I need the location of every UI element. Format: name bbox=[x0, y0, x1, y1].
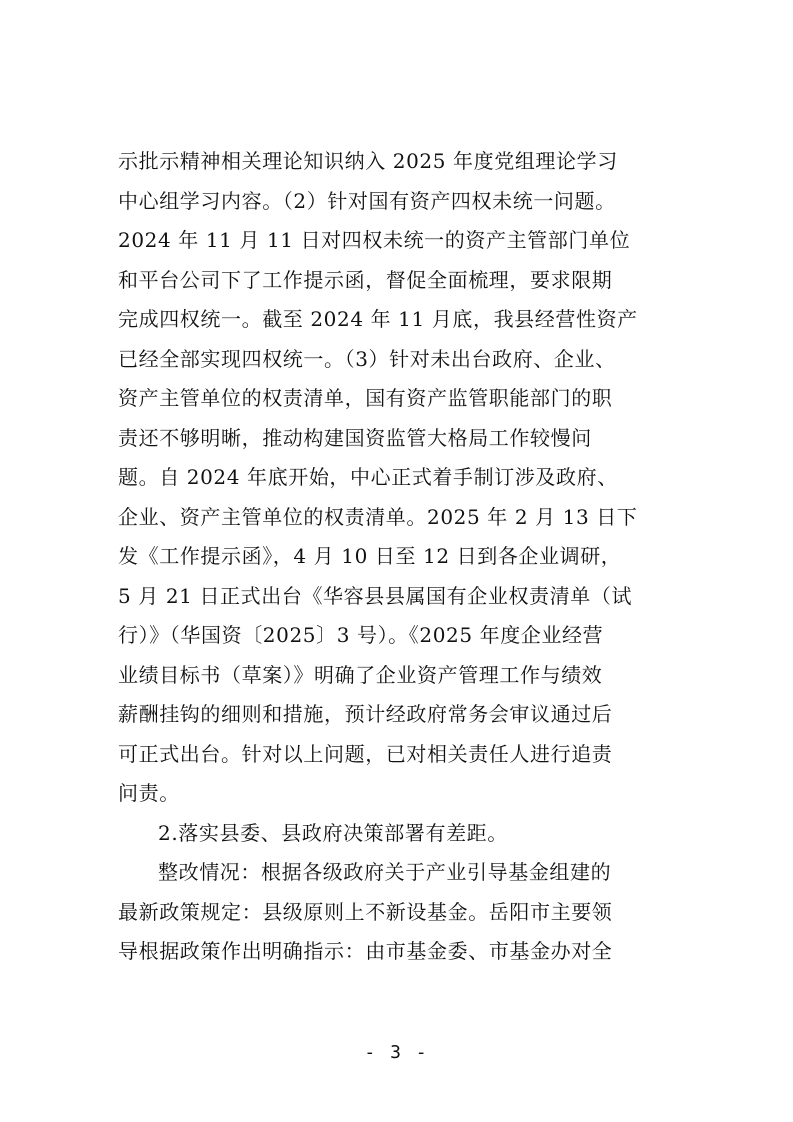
text-line: 最新政策规定：县级原则上不新设基金。岳阳市主要领 bbox=[118, 899, 613, 924]
section-heading: 2.落实县委、县政府决策部署有差距。 bbox=[158, 820, 508, 845]
text-line: 题。自 2024 年底开始，中心正式着手制订涉及政府、 bbox=[118, 465, 618, 489]
text-line: 2024 年 11 月 11 日对四权未统一的资产主管部门单位 bbox=[118, 228, 631, 252]
text-line: 整改情况：根据各级政府关于产业引导基金组建的 bbox=[158, 860, 612, 884]
text-line: 薪酬挂钩的细则和措施，预计经政府常务会审议通过后 bbox=[118, 702, 613, 726]
body-text bbox=[118, 142, 688, 972]
text-line: 责还不够明晰，推动构建国资监管大格局工作较慢问 bbox=[118, 425, 592, 450]
text-line: 可正式出台。针对以上问题，已对相关责任人进行追责 bbox=[118, 741, 613, 766]
text-line: 5 月 21 日正式出台《华容县县属国有企业权责清单（试 bbox=[118, 583, 633, 608]
text-line: 企业、资产主管单位的权责清单。2025 年 2 月 13 日下 bbox=[118, 504, 638, 529]
text-line: 中心组学习内容。（2）针对国有资产四权未统一问题。 bbox=[118, 188, 616, 213]
text-line: 和平台公司下了工作提示函，督促全面梳理，要求限期 bbox=[118, 267, 613, 292]
text-line: 发《工作提示函》，4 月 10 日至 12 日到各企业调研， bbox=[118, 544, 622, 568]
text-line: 资产主管单位的权责清单，国有资产监管职能部门的职 bbox=[118, 386, 613, 410]
page-number: - 3 - bbox=[364, 1042, 429, 1063]
text-line: 导根据政策作出明确指示：由市基金委、市基金办对全 bbox=[118, 939, 613, 963]
text-line: 业绩目标书（草案）》明确了企业资产管理工作与绩效 bbox=[118, 662, 603, 687]
text-line: 示批示精神相关理论知识纳入 2025 年度党组理论学习 bbox=[118, 149, 618, 173]
text-line: 问责。 bbox=[118, 781, 180, 805]
text-line: 行）》（华国资〔2025〕3 号）。《2025 年度企业经营 bbox=[118, 623, 604, 647]
text-line: 完成四权统一。截至 2024 年 11 月底，我县经营性资产 bbox=[118, 307, 638, 331]
text-line: 已经全部实现四权统一。（3）针对未出台政府、企业、 bbox=[118, 346, 616, 371]
